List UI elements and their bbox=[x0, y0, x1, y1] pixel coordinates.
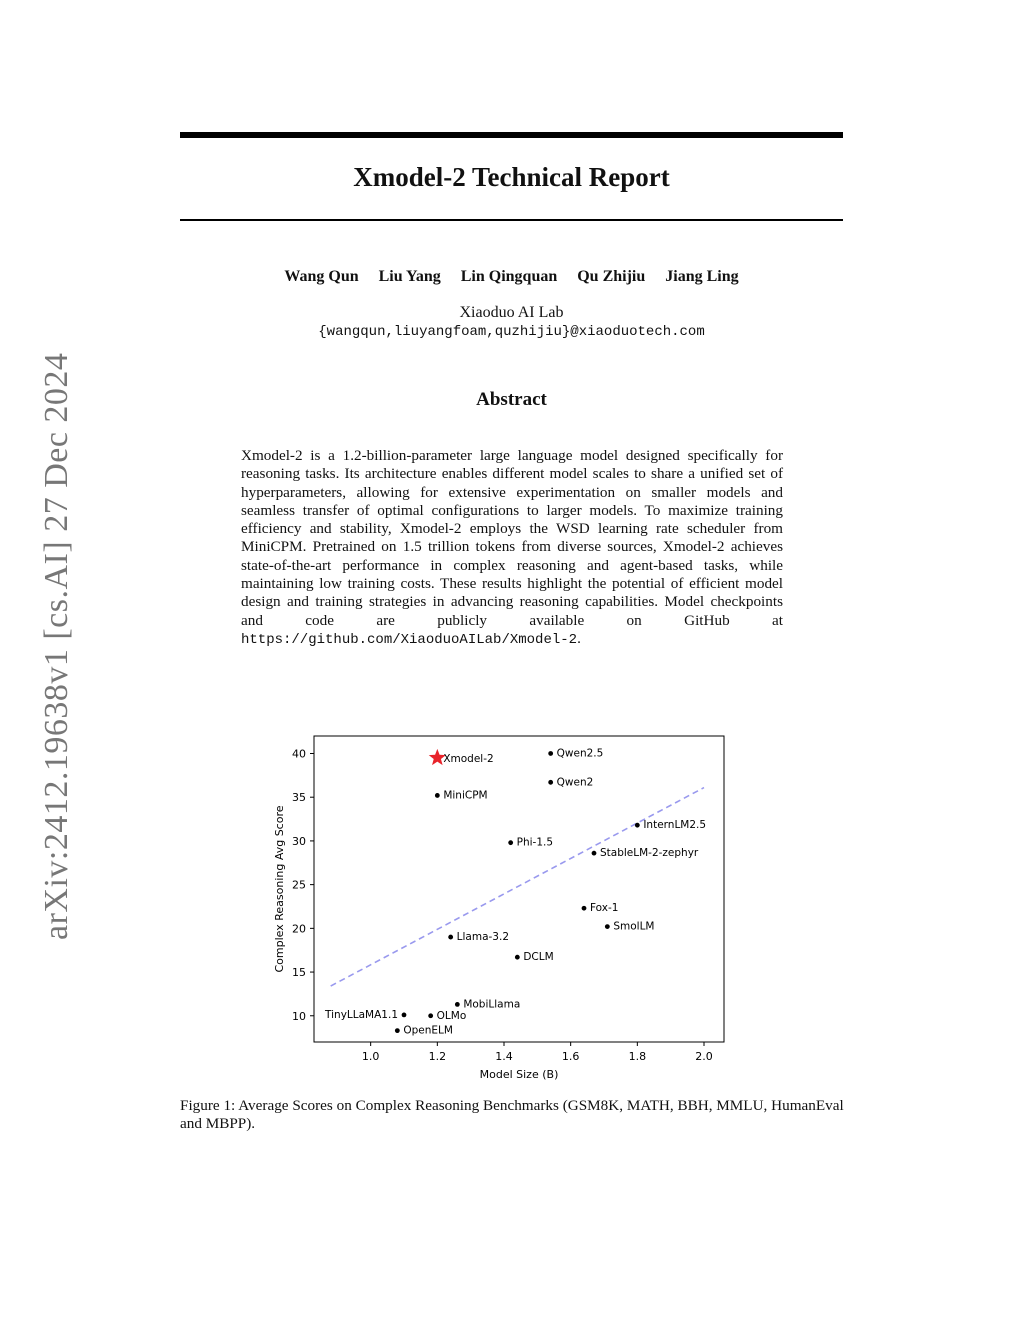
title-rule-bottom bbox=[180, 219, 843, 221]
data-point bbox=[515, 955, 520, 960]
data-point bbox=[592, 851, 597, 856]
point-label: InternLM2.5 bbox=[643, 819, 707, 832]
data-point bbox=[435, 793, 440, 798]
point-label: SmolLM bbox=[613, 920, 655, 933]
data-point bbox=[448, 935, 453, 940]
point-label: DCLM bbox=[523, 951, 554, 964]
paper-title: Xmodel-2 Technical Report bbox=[353, 162, 670, 192]
abstract-heading: Abstract bbox=[476, 389, 547, 410]
data-point bbox=[548, 751, 553, 756]
point-label: OLMo bbox=[436, 1009, 467, 1022]
x-tick-label: 1.2 bbox=[428, 1050, 447, 1063]
y-tick-label: 30 bbox=[292, 834, 306, 848]
y-tick-label: 35 bbox=[292, 791, 306, 805]
github-link[interactable]: https://github.com/XiaoduoAILab/Xmodel-2 bbox=[241, 631, 578, 648]
data-point bbox=[508, 840, 513, 845]
x-tick-label: 1.6 bbox=[561, 1050, 580, 1063]
point-label: Qwen2.5 bbox=[556, 747, 604, 760]
y-tick-label: 15 bbox=[292, 966, 306, 980]
y-tick-label: 25 bbox=[292, 878, 306, 892]
y-axis-label: Complex Reasoning Avg Score bbox=[273, 805, 286, 973]
data-point bbox=[455, 1002, 460, 1007]
author-emails: {wangqun,liuyangfoam,quzhijiu}@xiaoduotech.com bbox=[318, 324, 705, 340]
figure-caption: Figure 1: Average Scores on Complex Reasoning Benchmarks (GSM8K, MATH, BBH, MMLU, HumanEval and MBPP). bbox=[180, 1097, 844, 1133]
author: Liu Yang bbox=[378, 268, 441, 285]
data-point bbox=[635, 823, 640, 828]
plot-frame bbox=[314, 736, 724, 1042]
x-tick-label: 2.0 bbox=[695, 1050, 713, 1063]
x-tick-label: 1.4 bbox=[495, 1050, 513, 1063]
author: Lin Qingquan bbox=[460, 268, 558, 285]
point-label: MobiLlama bbox=[463, 998, 521, 1011]
point-label: OpenELM bbox=[403, 1024, 453, 1037]
point-label: Xmodel-2 bbox=[443, 752, 494, 765]
x-tick-label: 1.0 bbox=[361, 1050, 380, 1063]
point-label: StableLM-2-zephyr bbox=[600, 847, 699, 860]
point-label: TinyLLaMA1.1 bbox=[325, 1008, 398, 1021]
data-point bbox=[548, 780, 553, 785]
affiliation: Xiaoduo AI Lab bbox=[459, 304, 564, 321]
x-tick-label: 1.8 bbox=[628, 1050, 647, 1063]
point-label: MiniCPM bbox=[443, 789, 488, 802]
abstract-text: Xmodel-2 is a 1.2-billion-parameter large language model designed specifically for reasoning tasks. Its architecture enables different model scales to share a unified set of hyperparameters, allowing for extensive experimentation on smaller models and seamless transfer of optimal configurations to larger models. To maximize training efficiency and stability, Xmodel-2 employs the WSD learning rate scheduler from MiniCPM. Pretrained on 1.5 trillion tokens from diverse sources, Xmodel-2 achieves state-of-the-art performance in complex reasoning and agent-based tasks, while maintaining low training costs. These results highlight the potential of efficient model design and training strategies in advancing reasoning capabilities. Model checkpoints and code are publicly available on GitHub at bbox=[241, 447, 783, 629]
author: Jiang Ling bbox=[665, 268, 739, 285]
y-tick-label: 40 bbox=[292, 747, 306, 761]
scatter-chart bbox=[262, 726, 732, 1086]
y-tick-label: 20 bbox=[292, 922, 306, 936]
y-tick-label: 10 bbox=[292, 1009, 306, 1023]
author: Qu Zhijiu bbox=[577, 268, 646, 285]
data-point bbox=[605, 924, 610, 929]
abstract-body bbox=[241, 447, 783, 649]
point-label: Fox-1 bbox=[590, 902, 619, 915]
arxiv-sidebar-stamp: arXiv:2412.19638v1 [cs.AI] 27 Dec 2024 bbox=[38, 352, 75, 940]
data-point bbox=[582, 906, 587, 911]
author: Wang Qun bbox=[284, 268, 359, 285]
title-rule-top bbox=[180, 132, 843, 138]
abstract-end: . bbox=[577, 629, 581, 647]
data-point bbox=[395, 1028, 400, 1033]
x-axis-label: Model Size (B) bbox=[479, 1068, 559, 1081]
data-point bbox=[428, 1013, 433, 1018]
point-label: Phi-1.5 bbox=[516, 836, 554, 849]
author-list bbox=[180, 268, 843, 286]
point-label: Qwen2 bbox=[556, 776, 594, 789]
data-point bbox=[402, 1012, 407, 1017]
point-label: Llama-3.2 bbox=[456, 931, 510, 944]
